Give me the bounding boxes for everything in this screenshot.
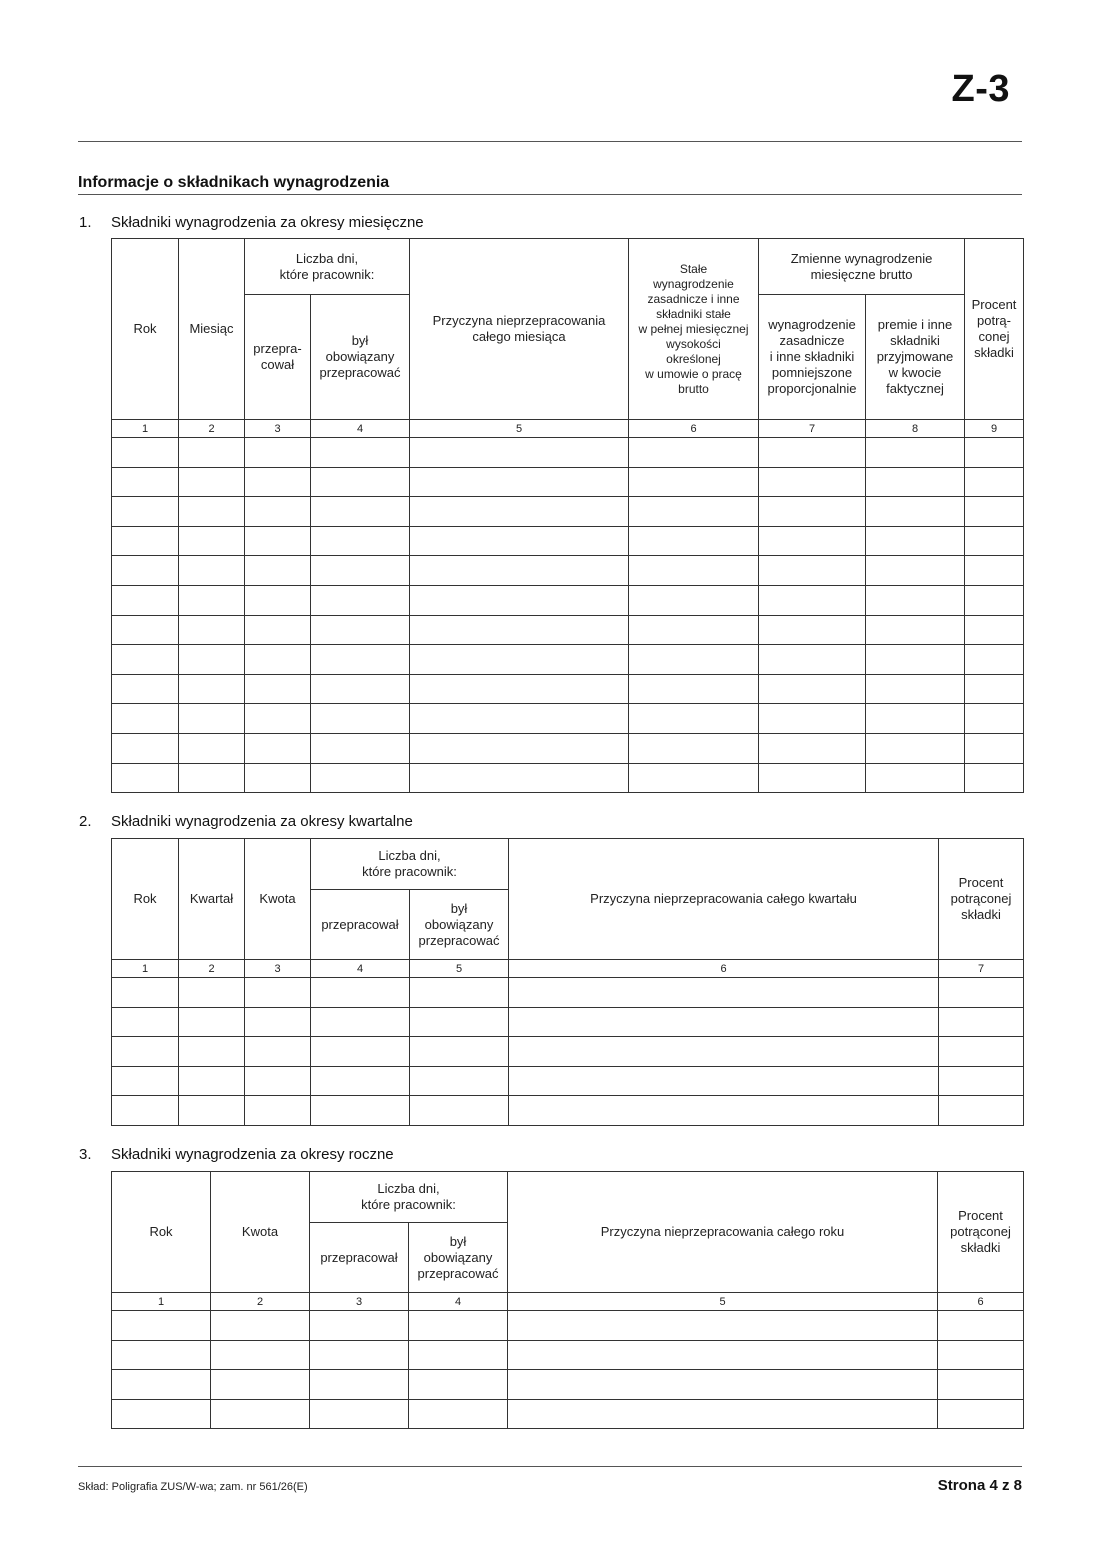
entry-cell[interactable] <box>938 1399 1024 1429</box>
entry-cell[interactable] <box>866 615 965 645</box>
column-number: 9 <box>965 420 1024 438</box>
entry-cell[interactable] <box>112 1340 211 1370</box>
entry-cell[interactable] <box>410 615 629 645</box>
table-row <box>112 978 1024 1008</box>
entry-cell[interactable] <box>866 674 965 704</box>
entry-cell[interactable] <box>629 526 759 556</box>
entry-cell[interactable] <box>179 526 245 556</box>
entry-cell[interactable] <box>509 1066 939 1096</box>
entry-cell[interactable] <box>211 1340 310 1370</box>
entry-cell[interactable] <box>938 1370 1024 1400</box>
entry-cell[interactable] <box>112 645 179 675</box>
entry-cell[interactable] <box>310 1311 409 1341</box>
entry-cell[interactable] <box>245 1096 311 1126</box>
heading-underline <box>78 194 1022 195</box>
header-przyczyna: Przyczyna nieprzepracowania całego roku <box>508 1172 938 1293</box>
entry-cell[interactable] <box>965 467 1024 497</box>
header-rok: Rok <box>112 239 179 420</box>
entry-cell[interactable] <box>759 645 866 675</box>
entry-cell[interactable] <box>629 763 759 793</box>
table-row <box>112 1311 1024 1341</box>
header-procent: Procent potrąconej składki <box>939 839 1024 960</box>
entry-cell[interactable] <box>311 1007 410 1037</box>
entry-cell[interactable] <box>866 556 965 586</box>
entry-cell[interactable] <box>629 674 759 704</box>
entry-cell[interactable] <box>410 556 629 586</box>
entry-cell[interactable] <box>245 1037 311 1067</box>
table-row <box>112 733 1024 763</box>
entry-cell[interactable] <box>179 585 245 615</box>
entry-cell[interactable] <box>245 1066 311 1096</box>
entry-cell[interactable] <box>410 704 629 734</box>
column-numbers-row <box>112 1293 1024 1311</box>
column-number: 3 <box>245 420 311 438</box>
page-number: Strona 4 z 8 <box>937 1477 1022 1494</box>
entry-cell[interactable] <box>245 645 311 675</box>
column-number: 5 <box>410 420 629 438</box>
header-przepracowal: przepracował <box>310 1223 409 1293</box>
entry-cell[interactable] <box>410 1007 509 1037</box>
column-number: 2 <box>179 420 245 438</box>
entry-cell[interactable] <box>508 1370 938 1400</box>
entry-cell[interactable] <box>410 1066 509 1096</box>
entry-cell[interactable] <box>179 674 245 704</box>
entry-cell[interactable] <box>938 1340 1024 1370</box>
entry-cell[interactable] <box>310 1340 409 1370</box>
table-row <box>112 615 1024 645</box>
entry-cell[interactable] <box>179 615 245 645</box>
column-number: 5 <box>508 1293 938 1311</box>
table-row <box>112 1340 1024 1370</box>
header-kwota: Kwota <box>245 839 311 960</box>
header-liczba-dni: Liczba dni, które pracownik: <box>245 239 410 295</box>
entry-cell[interactable] <box>245 467 311 497</box>
entry-cell[interactable] <box>179 645 245 675</box>
entry-cell[interactable] <box>409 1399 508 1429</box>
entry-cell[interactable] <box>311 1096 410 1126</box>
entry-cell[interactable] <box>311 645 410 675</box>
entry-cell[interactable] <box>245 1007 311 1037</box>
table-row <box>112 1037 1024 1067</box>
entry-cell[interactable] <box>629 556 759 586</box>
entry-cell[interactable] <box>410 1096 509 1126</box>
footer-print-info: Skład: Poligrafia ZUS/W-wa; zam. nr 561/26(E) <box>78 1481 308 1493</box>
section3-title: Składniki wynagrodzenia za okresy roczne <box>111 1146 394 1163</box>
entry-cell[interactable] <box>410 497 629 527</box>
column-numbers-row <box>112 960 1024 978</box>
entry-cell[interactable] <box>866 763 965 793</box>
entry-cell[interactable] <box>311 467 410 497</box>
entry-cell[interactable] <box>112 526 179 556</box>
form-code: Z-3 <box>951 68 1010 110</box>
entry-cell[interactable] <box>310 1399 409 1429</box>
header-zmienne-wynagrodzenie: Zmienne wynagrodzenie miesięczne brutto <box>759 239 965 295</box>
column-number: 7 <box>939 960 1024 978</box>
entry-cell[interactable] <box>179 1096 245 1126</box>
entry-cell[interactable] <box>509 978 939 1008</box>
header-wynagrodzenie-zasadnicze: wynagrodzenie zasadnicze i inne składniki pomniejszone proporcjonalnie <box>759 295 866 420</box>
entry-cell[interactable] <box>410 585 629 615</box>
entry-cell[interactable] <box>965 526 1024 556</box>
entry-cell[interactable] <box>112 467 179 497</box>
entry-cell[interactable] <box>112 1399 211 1429</box>
entry-cell[interactable] <box>759 585 866 615</box>
column-number: 6 <box>938 1293 1024 1311</box>
header-przyczyna: Przyczyna nieprzepracowania całego miesiąca <box>410 239 629 420</box>
entry-cell[interactable] <box>965 733 1024 763</box>
entry-cell[interactable] <box>939 1037 1024 1067</box>
entry-cell[interactable] <box>759 497 866 527</box>
annual-components-table <box>111 1171 1024 1429</box>
entry-cell[interactable] <box>311 674 410 704</box>
header-stale-wynagrodzenie: Stałe wynagrodzenie zasadnicze i inne składniki stałe w pełnej miesięcznej wysokości określonej w umowie o pracę brutto <box>629 239 759 420</box>
entry-cell[interactable] <box>759 763 866 793</box>
entry-cell[interactable] <box>245 615 311 645</box>
header-przyczyna: Przyczyna nieprzepracowania całego kwartału <box>509 839 939 960</box>
entry-cell[interactable] <box>409 1311 508 1341</box>
table-row <box>112 526 1024 556</box>
header-rok: Rok <box>112 1172 211 1293</box>
table-row <box>112 467 1024 497</box>
entry-cell[interactable] <box>112 1370 211 1400</box>
header-liczba-dni: Liczba dni, które pracownik: <box>310 1172 508 1223</box>
column-number: 3 <box>245 960 311 978</box>
entry-cell[interactable] <box>629 733 759 763</box>
column-number: 1 <box>112 420 179 438</box>
entry-cell[interactable] <box>311 497 410 527</box>
entry-cell[interactable] <box>508 1340 938 1370</box>
entry-cell[interactable] <box>759 733 866 763</box>
entry-cell[interactable] <box>179 1007 245 1037</box>
entry-cell[interactable] <box>311 763 410 793</box>
header-liczba-dni: Liczba dni, które pracownik: <box>311 839 509 890</box>
table-row <box>112 674 1024 704</box>
entry-cell[interactable] <box>866 585 965 615</box>
entry-cell[interactable] <box>245 497 311 527</box>
entry-cell[interactable] <box>112 1007 179 1037</box>
entry-cell[interactable] <box>179 1037 245 1067</box>
entry-cell[interactable] <box>866 704 965 734</box>
entry-cell[interactable] <box>112 978 179 1008</box>
entry-cell[interactable] <box>759 438 866 468</box>
column-numbers-row <box>112 420 1024 438</box>
entry-cell[interactable] <box>939 1066 1024 1096</box>
entry-cell[interactable] <box>112 1096 179 1126</box>
column-number: 2 <box>179 960 245 978</box>
entry-cell[interactable] <box>112 556 179 586</box>
entry-cell[interactable] <box>179 763 245 793</box>
entry-cell[interactable] <box>112 763 179 793</box>
entry-cell[interactable] <box>112 1311 211 1341</box>
header-procent: Procent potrą- conej składki <box>965 239 1024 420</box>
column-number: 4 <box>409 1293 508 1311</box>
section-heading: Informacje o składnikach wynagrodzenia <box>78 174 390 191</box>
section1-number: 1. <box>79 214 92 231</box>
entry-cell[interactable] <box>179 556 245 586</box>
entry-cell[interactable] <box>112 1066 179 1096</box>
entry-cell[interactable] <box>311 585 410 615</box>
entry-cell[interactable] <box>245 526 311 556</box>
entry-cell[interactable] <box>410 978 509 1008</box>
entry-cell[interactable] <box>112 497 179 527</box>
header-byl-obowiazany: był obowiązany przepracować <box>311 295 410 420</box>
entry-cell[interactable] <box>179 438 245 468</box>
entry-cell[interactable] <box>939 1007 1024 1037</box>
table-row <box>112 763 1024 793</box>
entry-cell[interactable] <box>965 615 1024 645</box>
entry-cell[interactable] <box>965 585 1024 615</box>
column-number: 6 <box>629 420 759 438</box>
entry-cell[interactable] <box>211 1399 310 1429</box>
entry-cell[interactable] <box>509 1096 939 1126</box>
column-number: 2 <box>211 1293 310 1311</box>
entry-cell[interactable] <box>939 1096 1024 1126</box>
entry-cell[interactable] <box>866 497 965 527</box>
entry-cell[interactable] <box>759 615 866 645</box>
entry-cell[interactable] <box>965 497 1024 527</box>
entry-cell[interactable] <box>759 526 866 556</box>
header-przepracowal: przepra- cował <box>245 295 311 420</box>
entry-cell[interactable] <box>410 763 629 793</box>
entry-cell[interactable] <box>311 1066 410 1096</box>
entry-cell[interactable] <box>939 978 1024 1008</box>
entry-cell[interactable] <box>179 978 245 1008</box>
entry-cell[interactable] <box>410 645 629 675</box>
header-byl-obowiazany: był obowiązany przepracować <box>410 890 509 960</box>
entry-cell[interactable] <box>311 978 410 1008</box>
entry-cell[interactable] <box>245 763 311 793</box>
column-number: 8 <box>866 420 965 438</box>
section3-number: 3. <box>79 1146 92 1163</box>
entry-cell[interactable] <box>759 467 866 497</box>
column-number: 6 <box>509 960 939 978</box>
entry-cell[interactable] <box>508 1399 938 1429</box>
quarterly-components-table <box>111 838 1024 1126</box>
entry-cell[interactable] <box>245 978 311 1008</box>
entry-cell[interactable] <box>179 1066 245 1096</box>
entry-cell[interactable] <box>112 704 179 734</box>
entry-cell[interactable] <box>245 704 311 734</box>
entry-cell[interactable] <box>965 438 1024 468</box>
entry-cell[interactable] <box>508 1311 938 1341</box>
entry-cell[interactable] <box>759 674 866 704</box>
column-number: 3 <box>310 1293 409 1311</box>
table-row <box>112 704 1024 734</box>
header-kwartal: Kwartał <box>179 839 245 960</box>
column-number: 4 <box>311 420 410 438</box>
table-row <box>112 556 1024 586</box>
entry-cell[interactable] <box>112 585 179 615</box>
header-premie: premie i inne składniki przyjmowane w kwocie faktycznej <box>866 295 965 420</box>
entry-cell[interactable] <box>112 733 179 763</box>
header-procent: Procent potrąconej składki <box>938 1172 1024 1293</box>
column-number: 5 <box>410 960 509 978</box>
entry-cell[interactable] <box>629 585 759 615</box>
entry-cell[interactable] <box>245 556 311 586</box>
entry-cell[interactable] <box>409 1340 508 1370</box>
entry-cell[interactable] <box>938 1311 1024 1341</box>
entry-cell[interactable] <box>211 1311 310 1341</box>
entry-cell[interactable] <box>866 733 965 763</box>
entry-cell[interactable] <box>629 704 759 734</box>
table-row <box>112 1066 1024 1096</box>
entry-cell[interactable] <box>410 526 629 556</box>
entry-cell[interactable] <box>866 467 965 497</box>
entry-cell[interactable] <box>759 556 866 586</box>
entry-cell[interactable] <box>965 556 1024 586</box>
entry-cell[interactable] <box>179 497 245 527</box>
entry-cell[interactable] <box>629 497 759 527</box>
entry-cell[interactable] <box>179 467 245 497</box>
table-row <box>112 1370 1024 1400</box>
entry-cell[interactable] <box>112 615 179 645</box>
entry-cell[interactable] <box>410 1037 509 1067</box>
entry-cell[interactable] <box>179 733 245 763</box>
header-divider <box>78 141 1022 142</box>
table-row <box>112 1096 1024 1126</box>
table-row <box>112 497 1024 527</box>
column-number: 1 <box>112 960 179 978</box>
header-miesiac: Miesiąc <box>179 239 245 420</box>
header-kwota: Kwota <box>211 1172 310 1293</box>
entry-cell[interactable] <box>179 704 245 734</box>
entry-cell[interactable] <box>965 674 1024 704</box>
entry-cell[interactable] <box>311 556 410 586</box>
entry-cell[interactable] <box>409 1370 508 1400</box>
entry-cell[interactable] <box>509 1037 939 1067</box>
entry-cell[interactable] <box>311 704 410 734</box>
table-row <box>112 645 1024 675</box>
entry-cell[interactable] <box>245 733 311 763</box>
header-byl-obowiazany: był obowiązany przepracować <box>409 1223 508 1293</box>
entry-cell[interactable] <box>245 585 311 615</box>
section1-title: Składniki wynagrodzenia za okresy miesięczne <box>111 214 424 231</box>
section2-title: Składniki wynagrodzenia za okresy kwartalne <box>111 813 413 830</box>
entry-cell[interactable] <box>509 1007 939 1037</box>
column-number: 1 <box>112 1293 211 1311</box>
entry-cell[interactable] <box>410 467 629 497</box>
entry-cell[interactable] <box>629 467 759 497</box>
entry-cell[interactable] <box>112 1037 179 1067</box>
entry-cell[interactable] <box>245 674 311 704</box>
entry-cell[interactable] <box>310 1370 409 1400</box>
column-number: 7 <box>759 420 866 438</box>
section2-number: 2. <box>79 813 92 830</box>
table-row <box>112 438 1024 468</box>
entry-cell[interactable] <box>759 704 866 734</box>
entry-cell[interactable] <box>311 733 410 763</box>
table-row <box>112 1399 1024 1429</box>
entry-cell[interactable] <box>311 615 410 645</box>
entry-cell[interactable] <box>311 438 410 468</box>
entry-cell[interactable] <box>866 526 965 556</box>
footer-divider <box>78 1466 1022 1467</box>
monthly-components-table <box>111 238 1024 793</box>
entry-cell[interactable] <box>629 438 759 468</box>
entry-cell[interactable] <box>629 615 759 645</box>
header-rok: Rok <box>112 839 179 960</box>
table-row <box>112 585 1024 615</box>
entry-cell[interactable] <box>112 438 179 468</box>
entry-cell[interactable] <box>410 733 629 763</box>
entry-cell[interactable] <box>211 1370 310 1400</box>
entry-cell[interactable] <box>311 526 410 556</box>
entry-cell[interactable] <box>866 645 965 675</box>
entry-cell[interactable] <box>965 763 1024 793</box>
table-row <box>112 1007 1024 1037</box>
entry-cell[interactable] <box>629 645 759 675</box>
entry-cell[interactable] <box>866 438 965 468</box>
entry-cell[interactable] <box>410 674 629 704</box>
entry-cell[interactable] <box>410 438 629 468</box>
entry-cell[interactable] <box>965 645 1024 675</box>
column-number: 4 <box>311 960 410 978</box>
entry-cell[interactable] <box>245 438 311 468</box>
entry-cell[interactable] <box>311 1037 410 1067</box>
header-przepracowal: przepracował <box>311 890 410 960</box>
entry-cell[interactable] <box>965 704 1024 734</box>
entry-cell[interactable] <box>112 674 179 704</box>
